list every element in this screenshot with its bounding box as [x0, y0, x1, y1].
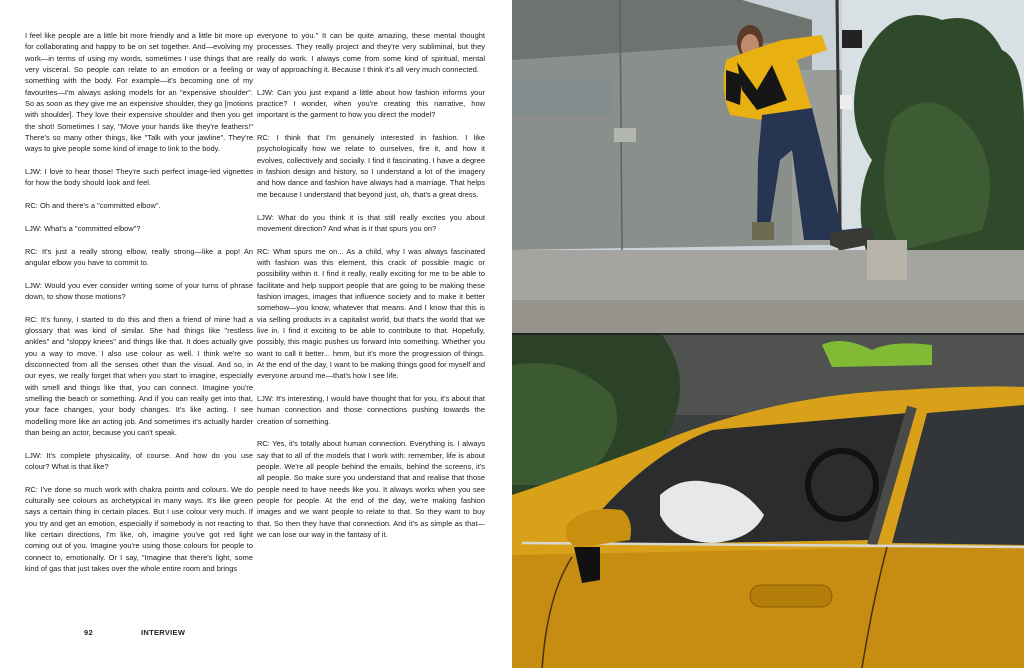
paragraph: RC: I think that I'm genuinely interested in fashion. I like psychologically how we relate to ourselves, fire it, and how it evolves, collectively and socially. I find it fascinating. I have a degree in fashion design and history, so I understand a lot of the imagery and how dance and fashion have always had a marriage. That helps me because I understand that beyond just, oh, that's a great dress.	[257, 133, 485, 199]
paragraph: LJW: What's a "committed elbow"?	[25, 223, 141, 233]
paragraph: LJW: Can you just expand a little about how fashion informs your practice? I wonder, when you're creating this narrative, how important is the garment to how you direct the model?	[257, 87, 485, 120]
paragraph: RC: Yes, it's totally about human connection. Everything is. I always say that to all of the models that I work with: remember, life is about people. We're all people behind the emails, behind the screens, it's all people. So make sure you understand that and realise that those people need to have needs like you. It always works when you see people for people. At the end of the day, we're making fashion images and we want people to relate to that. So they want to buy that. So then they have that connection. And it's as simple as that—we can lose our way in the fantasy of it.	[257, 439, 485, 540]
paragraph: everyone to you." It can be quite amazing, these mental thought processes. They really project and they're very subliminal, but they really do work. I always come from some kind of spiritual, mental way of approaching it. Because I think it's all very much connected.	[257, 31, 485, 75]
paragraph: LJW: It's interesting, I would have thought that for you, it's about that human connection and those connections pushing towards the creation of something.	[257, 394, 485, 426]
paragraph: LJW: What do you think it is that still really excites you about movement direction? And what is it that spurs you on?	[257, 212, 485, 233]
paragraph: RC: It's just a really strong elbow, really strong—like a pop! An angular elbow you have to commit to.	[25, 246, 253, 267]
paragraph: RC: It's funny, I started to do this and then a friend of mine had a glossary that was kind of similar. She had things like "restless ankles" and "sloppy knees" and things like that. It does actually give you a way to move. I also use colour as well. I think we're so disconnected from all the senses other than the visual. And so, in our eyes, we really forget that when you start to imagine, especially with smell and things like that, you can connect. Imagine you're smelling the beach or something. And if you can really get into that, your face changes, your body changes. It's like acting. I see modelling more like an acting job. And sometimes it's actually harder than being an actor, because you can't speak.	[25, 314, 253, 438]
text-column-2	[257, 30, 485, 552]
paragraph: RC: What spurs me on... As a child, why I was always fascinated with fashion was this element, this crack of possible magic or possibility within it. I find it really, really exciting for me to be able to facilitate and help support people that are going to be making these fashion images, images that influence society and to make it better somehow—you know, whatever that means. And I know that this is via selling products in a capitalist world, but that's the world that we live in. I find it exciting to be able to contribute to that. Hopefully, possibly, this magic pushes us forward into something. Whether you want to call it better... hmm, but it's more the progression of things. At the end of the day, I want to be making things good for myself and everyone around me—that's how I see life.	[257, 246, 485, 381]
paragraph: LJW: Would you ever consider writing some of your turns of phrase down, to show those motions?	[25, 280, 253, 301]
paragraph: RC: I've done so much work with chakra points and colours. We do culturally see colours as archetypical in many ways. It's like green says a certain thing in certain places. But I use colour very much. If you try and get an emotion, especially if somebody is not reacting to like certain directions, I'm like, oh, imagine you've got red light coming out of you. Imagine you're using those colours for people to connect to, emotionally. Or I say, "Imagine that there's light, some kind of gas that just takes over the whole entire room and brings	[25, 484, 253, 574]
paragraph: I feel like people are a little bit more friendly and a little bit more up for collaborating and happy to be on set together. And—evolving my work—in terms of using my words, sometimes I use things that are very visceral. So people can relate to an emotion or a feeling or something with the body. For example—it's becoming one of my favourites—I'm always asking models for an "expensive shoulder". So as soon as they give me an expensive shoulder, they go [motions with shoulder]. They love their expensive shoulder and then you get the shot! Sometimes I say, "Move your hands like they're feathers!" There's so many other things, like "Talk with your jawline". They're ways to give people some kind of image to link to the body.	[25, 31, 253, 154]
photo-yellow-car	[512, 335, 1024, 668]
right-page	[512, 0, 1024, 668]
paragraph: LJW: It's complete physicality, of course. And how do you use colour? What is that like?	[25, 450, 253, 472]
paragraph: RC: Oh and there's a "committed elbow".	[25, 201, 161, 211]
paragraph: LJW: I love to hear those! They're such perfect image-led vignettes for how the body should look and feel.	[25, 167, 253, 188]
section-label: INTERVIEW	[141, 628, 186, 637]
text-column-1	[25, 30, 253, 586]
photo-man-on-street	[512, 0, 1024, 333]
page-number: 92	[84, 628, 93, 637]
